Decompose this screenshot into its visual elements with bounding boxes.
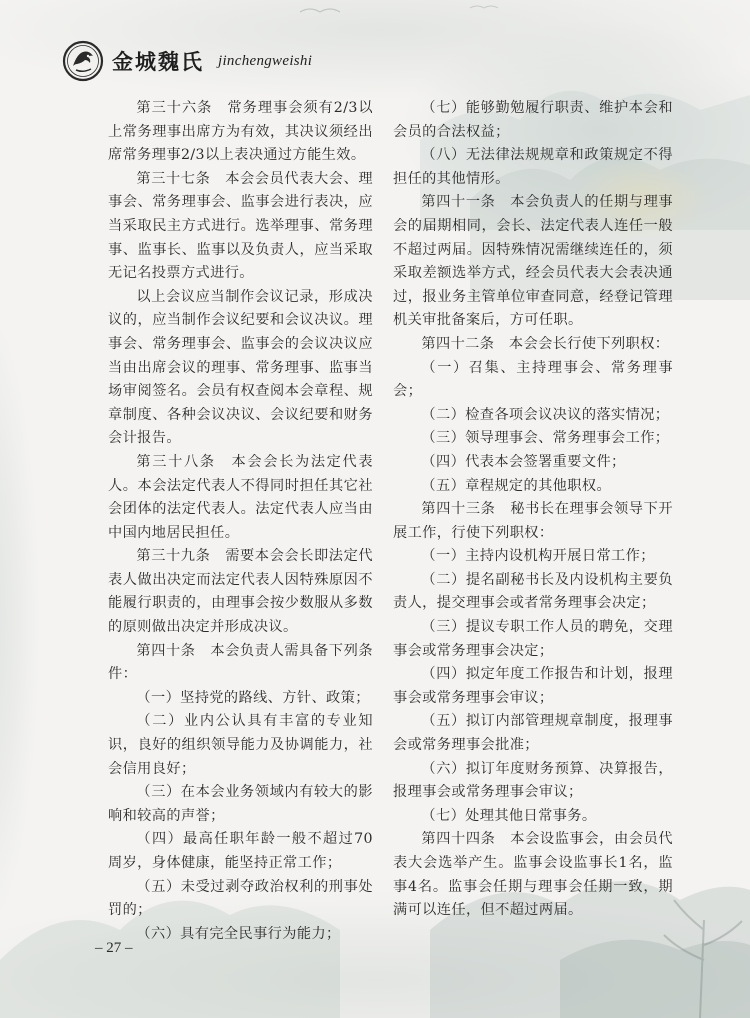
article-42-item-4: （四）代表本会签署重要文件；: [421, 453, 626, 470]
article-40-item-3: （三）在本会业务领域内有较大的影响和较高的声誉；: [108, 784, 373, 824]
article-40-item-1: （一）坚持党的路线、方针、政策；: [136, 689, 370, 706]
article-42: 第四十二条 本会会长行使下列职权：: [421, 335, 670, 352]
meeting-records-paragraph: 以上会议应当制作会议记录，形成决议的，应当制作会议纪要和会议决议。理事会、常务理事会、监事会的会议决议应当由出席会议的理事、常务理事、监事当场审阅签名。会员有权查阅本会章程、规章制度、各种会议决议、会议纪要和财务会计报告。: [108, 288, 373, 447]
article-42-item-3: （三）领导理事会、常务理事会工作；: [421, 430, 670, 447]
right-text-column: [393, 97, 673, 923]
article-42-item-2: （二）检查各项会议决议的落实情况；: [421, 406, 670, 423]
article-40-item-7: （七）能够勤勉履行职责、维护本会和会员的合法权益；: [393, 100, 673, 140]
article-37: 第三十七条 本会会员代表大会、理事会、常务理事会、监事会进行表决，应当采取民主方式进行。选举理事、常务理事、监事长、监事以及负责人，应当采取无记名投票方式进行。: [108, 170, 373, 282]
article-40-item-2: （二）业内公认具有丰富的专业知识，良好的组织领导能力及协调能力，社会信用良好；: [108, 713, 373, 777]
article-42-item-5: （五）章程规定的其他职权。: [421, 477, 612, 494]
article-44: 第四十四条 本会设监事会，由会员代表大会选举产生。监事会设监事长1名，监事4名。监事会任期与理事会任期一致，期满可以连任，但不超过两届。: [393, 831, 673, 919]
article-42-item-1: （一）召集、主持理事会、常务理事会；: [393, 359, 673, 400]
article-40-item-4: （四）最高任职年龄一般不超过70周岁，身体健康，能坚持正常工作；: [108, 831, 373, 871]
article-40-item-5: （五）未受过剥夺政治权利的刑事处罚的；: [108, 878, 373, 919]
article-43-item-6: （六）拟订年度财务预算、决算报告，报理事会或常务理事会审议；: [393, 760, 673, 801]
article-36: 第三十六条 常务理事会须有2/3以上常务理事出席方为有效，其决议须经出席常务理事2/3以上表决通过方能生效。: [108, 100, 373, 164]
article-43-item-1: （一）主持内设机构开展日常工作；: [421, 548, 655, 565]
article-41: 第四十一条 本会负责人的任期与理事会的届期相同，会长、法定代表人连任一般不超过两届。因特殊情况需继续连任的，须采取差额选举方式，经会员代表大会表决通过，报业务主管单位审查同意，经登记管理机关审批备案后，方可任职。: [393, 194, 673, 329]
article-43-item-4: （四）拟定年度工作报告和计划，报理事会或常务理事会审议；: [393, 666, 673, 706]
article-43-item-7: （七）处理其他日常事务。: [421, 807, 597, 824]
article-40-item-6: （六）具有完全民事行为能力；: [136, 925, 341, 942]
article-38: 第三十八条 本会会长为法定代表人。本会法定代表人不得同时担任其它社会团体的法定代表人。法定代表人应当由中国内地居民担任。: [108, 453, 373, 541]
page-header: [62, 38, 312, 84]
article-43-item-2: （二）提名副秘书长及内设机构主要负责人，提交理事会或者常务理事会决定；: [393, 571, 673, 612]
article-43-item-3: （三）提议专职工作人员的聘免，交理事会或常务理事会决定；: [393, 619, 673, 659]
article-43-item-5: （五）拟订内部管理规章制度，报理事会或常务理事会批准；: [393, 713, 673, 754]
header-brand-title: 金城魏氏: [112, 49, 204, 74]
article-43: 第四十三条 秘书长在理事会领导下开展工作，行使下列职权：: [393, 501, 673, 541]
header-romanization: jinchengweishi: [218, 52, 313, 69]
article-39: 第三十九条 需要本会会长即法定代表人做出决定而法定代表人因特殊原因不能履行职责的，由理事会按少数服从多数的原则做出决定并形成决议。: [108, 548, 373, 636]
article-40: 第四十条 本会负责人需具备下列条件：: [108, 642, 373, 683]
article-40-item-8: （八）无法律法规规章和政策规定不得担任的其他情形。: [393, 147, 673, 187]
left-text-column: [108, 97, 373, 946]
clan-seal-logo-icon: [62, 40, 104, 82]
page-number: – 27 –: [95, 940, 133, 956]
